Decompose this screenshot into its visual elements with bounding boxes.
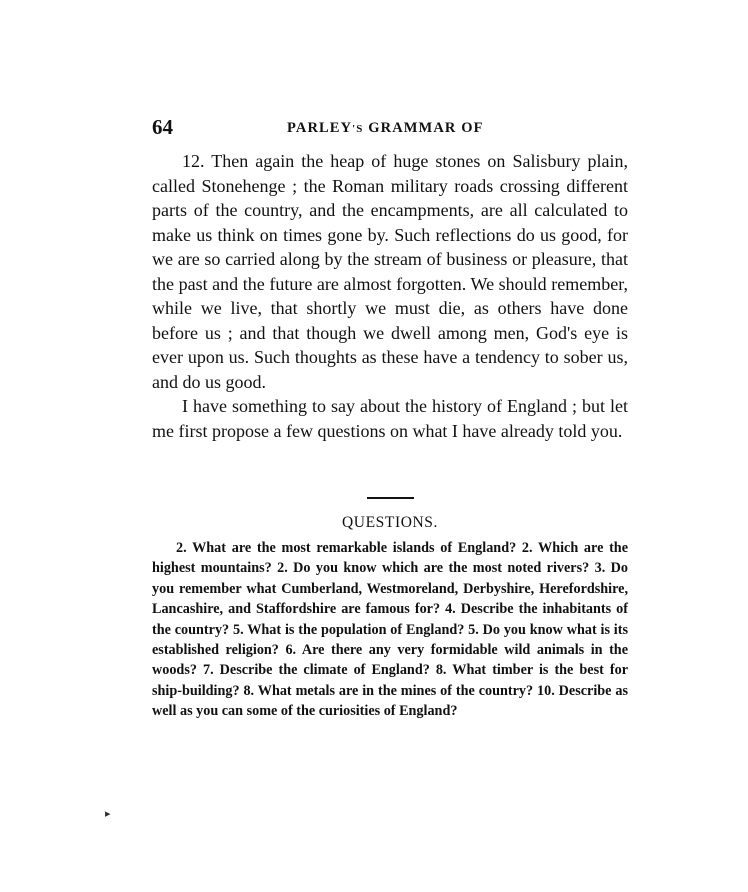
page-number: 64 bbox=[152, 115, 173, 139]
paragraph-stonehenge: 12. Then again the heap of huge stones on Salisbury plain, called Stonehenge ; the Roman military roads crossing different parts of the country, and the encampments, are all calculated to make us think on times gone by. Such reflections do us good, for we are so carried along by the stream of business or pleasure, that the past and the future are almost forgotten. We should remember, while we live, that shortly we must die, as others have done before us ; and that though we dwell among men, God's eye is ever upon us. Such thoughts as these have a tendency to sober us, and do us good. bbox=[152, 151, 628, 392]
questions-text: 2. What are the most remarkable islands of England? 2. Which are the highest mountains? 2. Do you know which are the most noted rivers? 3. Do you remember what Cumberland, Westmoreland, Derbyshire, Herefordshire, Lancashire, and Staffordshire are famous for? 4. Describe the inhabitants of the country? 5. What is the population of England? 5. Do you know what is its established religion? 6. Are there any very formidable wild animals in the woods? 7. Describe the climate of England? 8. What timber is the best for ship-building? 8. What metals are in the mines of the country? 10. Describe as well as you can some of the curiosities of England? bbox=[152, 540, 628, 720]
running-head-possessive: 'S bbox=[352, 123, 364, 135]
body-text bbox=[152, 149, 628, 443]
running-head-rest: GRAMMAR OF bbox=[363, 120, 484, 136]
margin-mark: ▸ bbox=[105, 808, 111, 820]
section-divider bbox=[367, 497, 414, 499]
questions-heading: QUESTIONS. bbox=[342, 514, 438, 531]
running-head-prefix: PARLEY bbox=[287, 120, 353, 136]
paragraph-history-intro: I have something to say about the history of England ; but let me first propose a few questions on what I have already told you. bbox=[152, 396, 628, 441]
running-head bbox=[287, 119, 484, 138]
